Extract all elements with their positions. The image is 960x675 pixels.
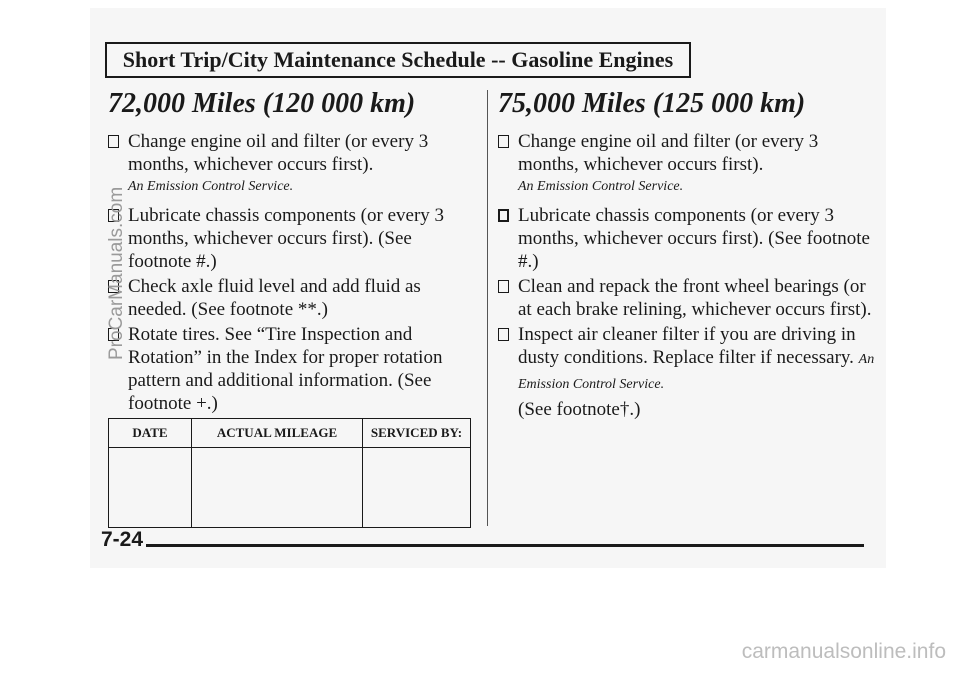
checkbox-icon: [498, 135, 509, 148]
date-cell[interactable]: [109, 448, 192, 528]
checklist-item: Inspect air cleaner filter if you are driving in dusty conditions. Replace filter if necessary. An Emission Control Service.: [498, 323, 878, 396]
page-number: 7-24: [101, 528, 144, 551]
checkbox-icon: [108, 135, 119, 148]
mileage-cell[interactable]: [192, 448, 363, 528]
column-header-date: DATE: [109, 419, 192, 448]
table-row: [109, 448, 471, 528]
emission-note: An Emission Control Service.: [518, 179, 684, 194]
footnote-ref: (See footnote†.): [518, 399, 641, 420]
service-record-table: [108, 418, 471, 528]
emission-note: An Emission Control Service.: [518, 352, 875, 392]
right-heading: 75,000 Miles (125 000 km): [498, 88, 806, 119]
checklist-item: Lubricate chassis components (or every 3 months, whichever occurs first). (See footnote #.): [498, 204, 878, 273]
checklist-item: Check axle fluid level and add fluid as needed. (See footnote **.): [108, 275, 478, 321]
checklist-item: Clean and repack the front wheel bearings (or at each brake relining, whichever occurs first).: [498, 275, 878, 321]
right-column: [498, 88, 878, 421]
left-column: [108, 88, 478, 417]
side-watermark: ProCarManuals.com: [106, 186, 127, 360]
bottom-watermark: carmanualsonline.info: [741, 640, 946, 663]
checkbox-icon: [498, 280, 509, 293]
left-heading: 72,000 Miles (120 000 km): [108, 88, 416, 119]
emission-note: An Emission Control Service.: [128, 179, 294, 194]
checklist-item: Change engine oil and filter (or every 3 months, whichever occurs first).: [498, 130, 878, 176]
page-title: Short Trip/City Maintenance Schedule -- Gasoline Engines: [105, 42, 691, 78]
checkbox-icon: [498, 328, 509, 341]
footer-rule: [146, 544, 864, 547]
checklist-item: Rotate tires. See “Tire Inspection and Rotation” in the Index for proper rotation pattern and additional information. (See footnote +.): [108, 323, 478, 415]
checkbox-icon: [498, 209, 509, 222]
checklist-item: Change engine oil and filter (or every 3 months, whichever occurs first).: [108, 130, 478, 176]
serviced-by-cell[interactable]: [363, 448, 471, 528]
column-header-mileage: ACTUAL MILEAGE: [192, 419, 363, 448]
column-divider: [487, 90, 488, 526]
checklist-item: Lubricate chassis components (or every 3 months, whichever occurs first). (See footnote #.): [108, 204, 478, 273]
column-header-serviced-by: SERVICED BY:: [363, 419, 471, 448]
